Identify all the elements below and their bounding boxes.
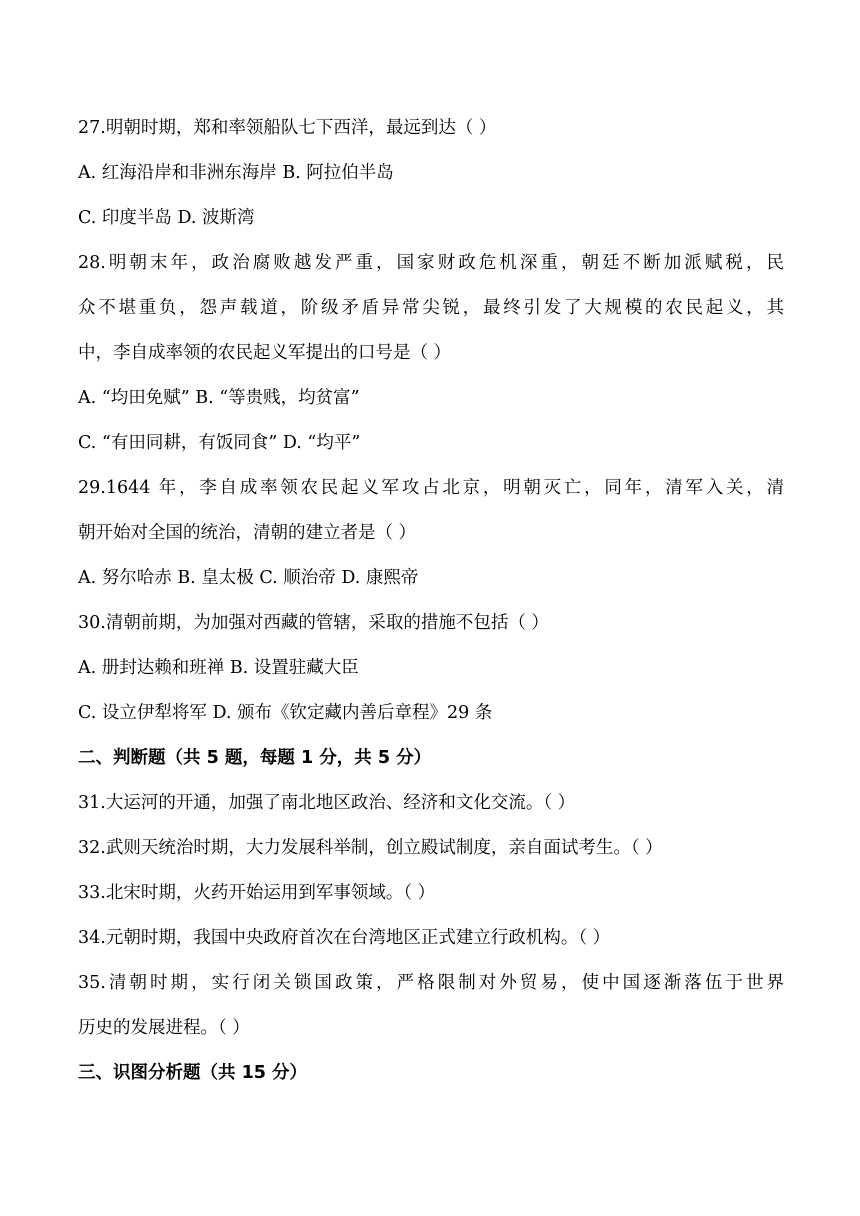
question-number: 35. — [78, 973, 106, 993]
question-text: 1644 年，李自成率领农民起义军攻占北京，明朝灭亡，同年，清军入关，清 — [105, 478, 784, 498]
question-number: 28. — [78, 253, 106, 273]
question-29-stem-line-2: 朝开始对全国的统治，清朝的建立者是（ ） — [78, 523, 417, 543]
question-number: 32. — [78, 838, 106, 858]
section-map-title: 三、识图分析题（共 15 分） — [78, 1063, 308, 1083]
question-32 — [78, 832, 784, 877]
question-29-stem-line-1 — [78, 472, 784, 517]
question-text: 武则天统治时期，大力发展科举制，创立殿试制度，亲自面试考生。（ ） — [105, 838, 663, 858]
question-29-options: A. 努尔哈赤 B. 皇太极 C. 顺治帝 D. 康熙帝 — [78, 568, 419, 588]
section-judgement-title: 二、判断题（共 5 题，每题 1 分，共 5 分） — [78, 748, 432, 768]
question-28-stem-line-1 — [78, 247, 784, 292]
question-28-stem-line-2: 众不堪重负，怨声载道，阶级矛盾异常尖锐，最终引发了大规模的农民起义，其 — [78, 298, 784, 318]
question-30-stem — [78, 607, 784, 652]
question-28-options-ab: A. “均田免赋” B. “等贵贱，均贫富” — [78, 388, 360, 408]
question-text: 明朝时期，郑和率领船队七下西洋，最远到达（ ） — [105, 118, 497, 138]
question-27-stem — [78, 112, 784, 157]
question-text: 大运河的开通，加强了南北地区政治、经济和文化交流。（ ） — [105, 793, 576, 813]
question-text: 清朝前期，为加强对西藏的管辖，采取的措施不包括（ ） — [105, 613, 549, 633]
question-number: 31. — [78, 793, 106, 813]
question-30-options-ab: A. 册封达赖和班禅 B. 设置驻藏大臣 — [78, 658, 359, 678]
question-number: 29. — [78, 478, 106, 498]
question-text: 清朝时期，实行闭关锁国政策，严格限制对外贸易，使中国逐渐落伍于世界 — [105, 973, 784, 993]
question-30-options-cd: C. 设立伊犁将军 D. 颁布《钦定藏内善后章程》29 条 — [78, 703, 493, 723]
question-number: 33. — [78, 883, 106, 903]
exam-page — [78, 112, 784, 1102]
question-28-stem-line-3: 中，李自成率领的农民起义军提出的口号是（ ） — [78, 343, 452, 363]
question-33 — [78, 877, 784, 922]
question-35-line-1 — [78, 967, 784, 1012]
question-34 — [78, 922, 784, 967]
question-28-options-cd: C. “有田同耕，有饭同食” D. “均平” — [78, 433, 361, 453]
question-number: 27. — [78, 118, 106, 138]
question-number: 30. — [78, 613, 106, 633]
question-27-options-cd: C. 印度半岛 D. 波斯湾 — [78, 208, 255, 228]
question-35-line-2: 历史的发展进程。（ ） — [78, 1018, 250, 1038]
question-number: 34. — [78, 928, 106, 948]
question-31 — [78, 787, 784, 832]
question-text: 明朝末年，政治腐败越发严重，国家财政危机深重，朝廷不断加派赋税，民 — [105, 253, 784, 273]
question-text: 北宋时期，火药开始运用到军事领域。（ ） — [105, 883, 436, 903]
question-27-options-ab: A. 红海沿岸和非洲东海岸 B. 阿拉伯半岛 — [78, 163, 394, 183]
question-text: 元朝时期，我国中央政府首次在台湾地区正式建立行政机构。（ ） — [105, 928, 611, 948]
